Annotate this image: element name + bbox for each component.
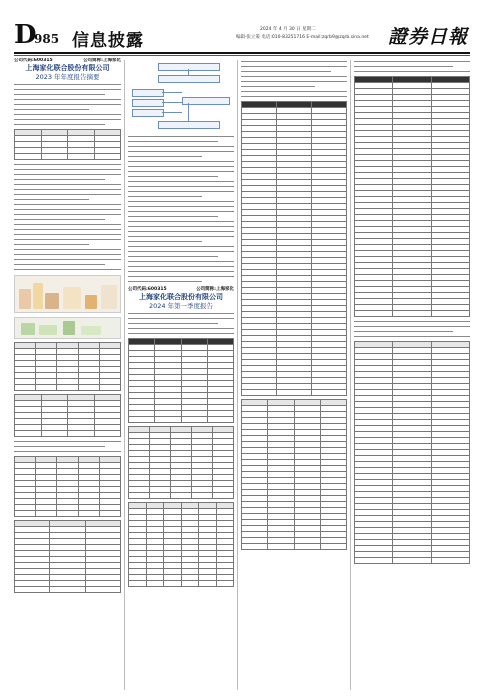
- data-table: [128, 502, 234, 587]
- column-4: [354, 58, 470, 694]
- section-title: 信息披露: [72, 31, 144, 51]
- data-table: [14, 520, 121, 593]
- body-text: [14, 83, 121, 126]
- column-3: [241, 58, 347, 694]
- body-text: [14, 163, 121, 271]
- dateline: 2024 年 4 月 30 日 星期二: [260, 27, 316, 32]
- data-table: [14, 342, 121, 391]
- newspaper-logo: 證券日報: [387, 26, 468, 48]
- data-table: [14, 129, 121, 160]
- report-title: 2023 年年度报告摘要: [35, 73, 100, 81]
- column-2: [128, 58, 234, 694]
- column-divider: [124, 60, 125, 690]
- product-photo-2: [14, 317, 121, 339]
- company-name: 上海家化联合股份有限公司: [139, 293, 223, 301]
- data-table: [14, 394, 121, 437]
- issue-number: 985: [34, 32, 60, 46]
- body-text: [14, 440, 121, 453]
- equity-structure-diagram: [128, 61, 234, 131]
- data-table: [241, 101, 347, 396]
- body-text: [354, 320, 470, 338]
- company-name: 上海家化联合股份有限公司: [25, 64, 110, 72]
- section-letter: D: [14, 20, 37, 50]
- masthead-rule-thin: [14, 55, 470, 56]
- product-photo: [14, 275, 121, 313]
- column-divider: [350, 60, 351, 690]
- body-text: [354, 60, 470, 73]
- body-text: [241, 60, 347, 98]
- data-table: [14, 456, 121, 517]
- stock-code: 公司代码:600315: [14, 58, 53, 63]
- report-title: 2024 年第一季度报告: [148, 302, 214, 310]
- column-1: [14, 58, 121, 694]
- masthead: [14, 22, 472, 52]
- stock-name: 公司简称:上海家化: [196, 287, 234, 292]
- stock-name: 公司简称:上海家化: [83, 58, 121, 63]
- body-text: [128, 135, 234, 283]
- column-divider: [237, 60, 238, 690]
- editor-line: 编辑·张立策 电话:010-83251716 E-mail:zqrb9@zqrb.sina.net: [236, 35, 369, 40]
- stock-code: 公司代码:600315: [128, 287, 167, 292]
- data-table: [128, 426, 234, 499]
- data-table: [354, 341, 470, 564]
- data-table: [354, 76, 470, 317]
- data-table: [241, 399, 347, 550]
- masthead-rule: [14, 52, 470, 54]
- data-table: [128, 338, 234, 423]
- body-text: [128, 312, 234, 335]
